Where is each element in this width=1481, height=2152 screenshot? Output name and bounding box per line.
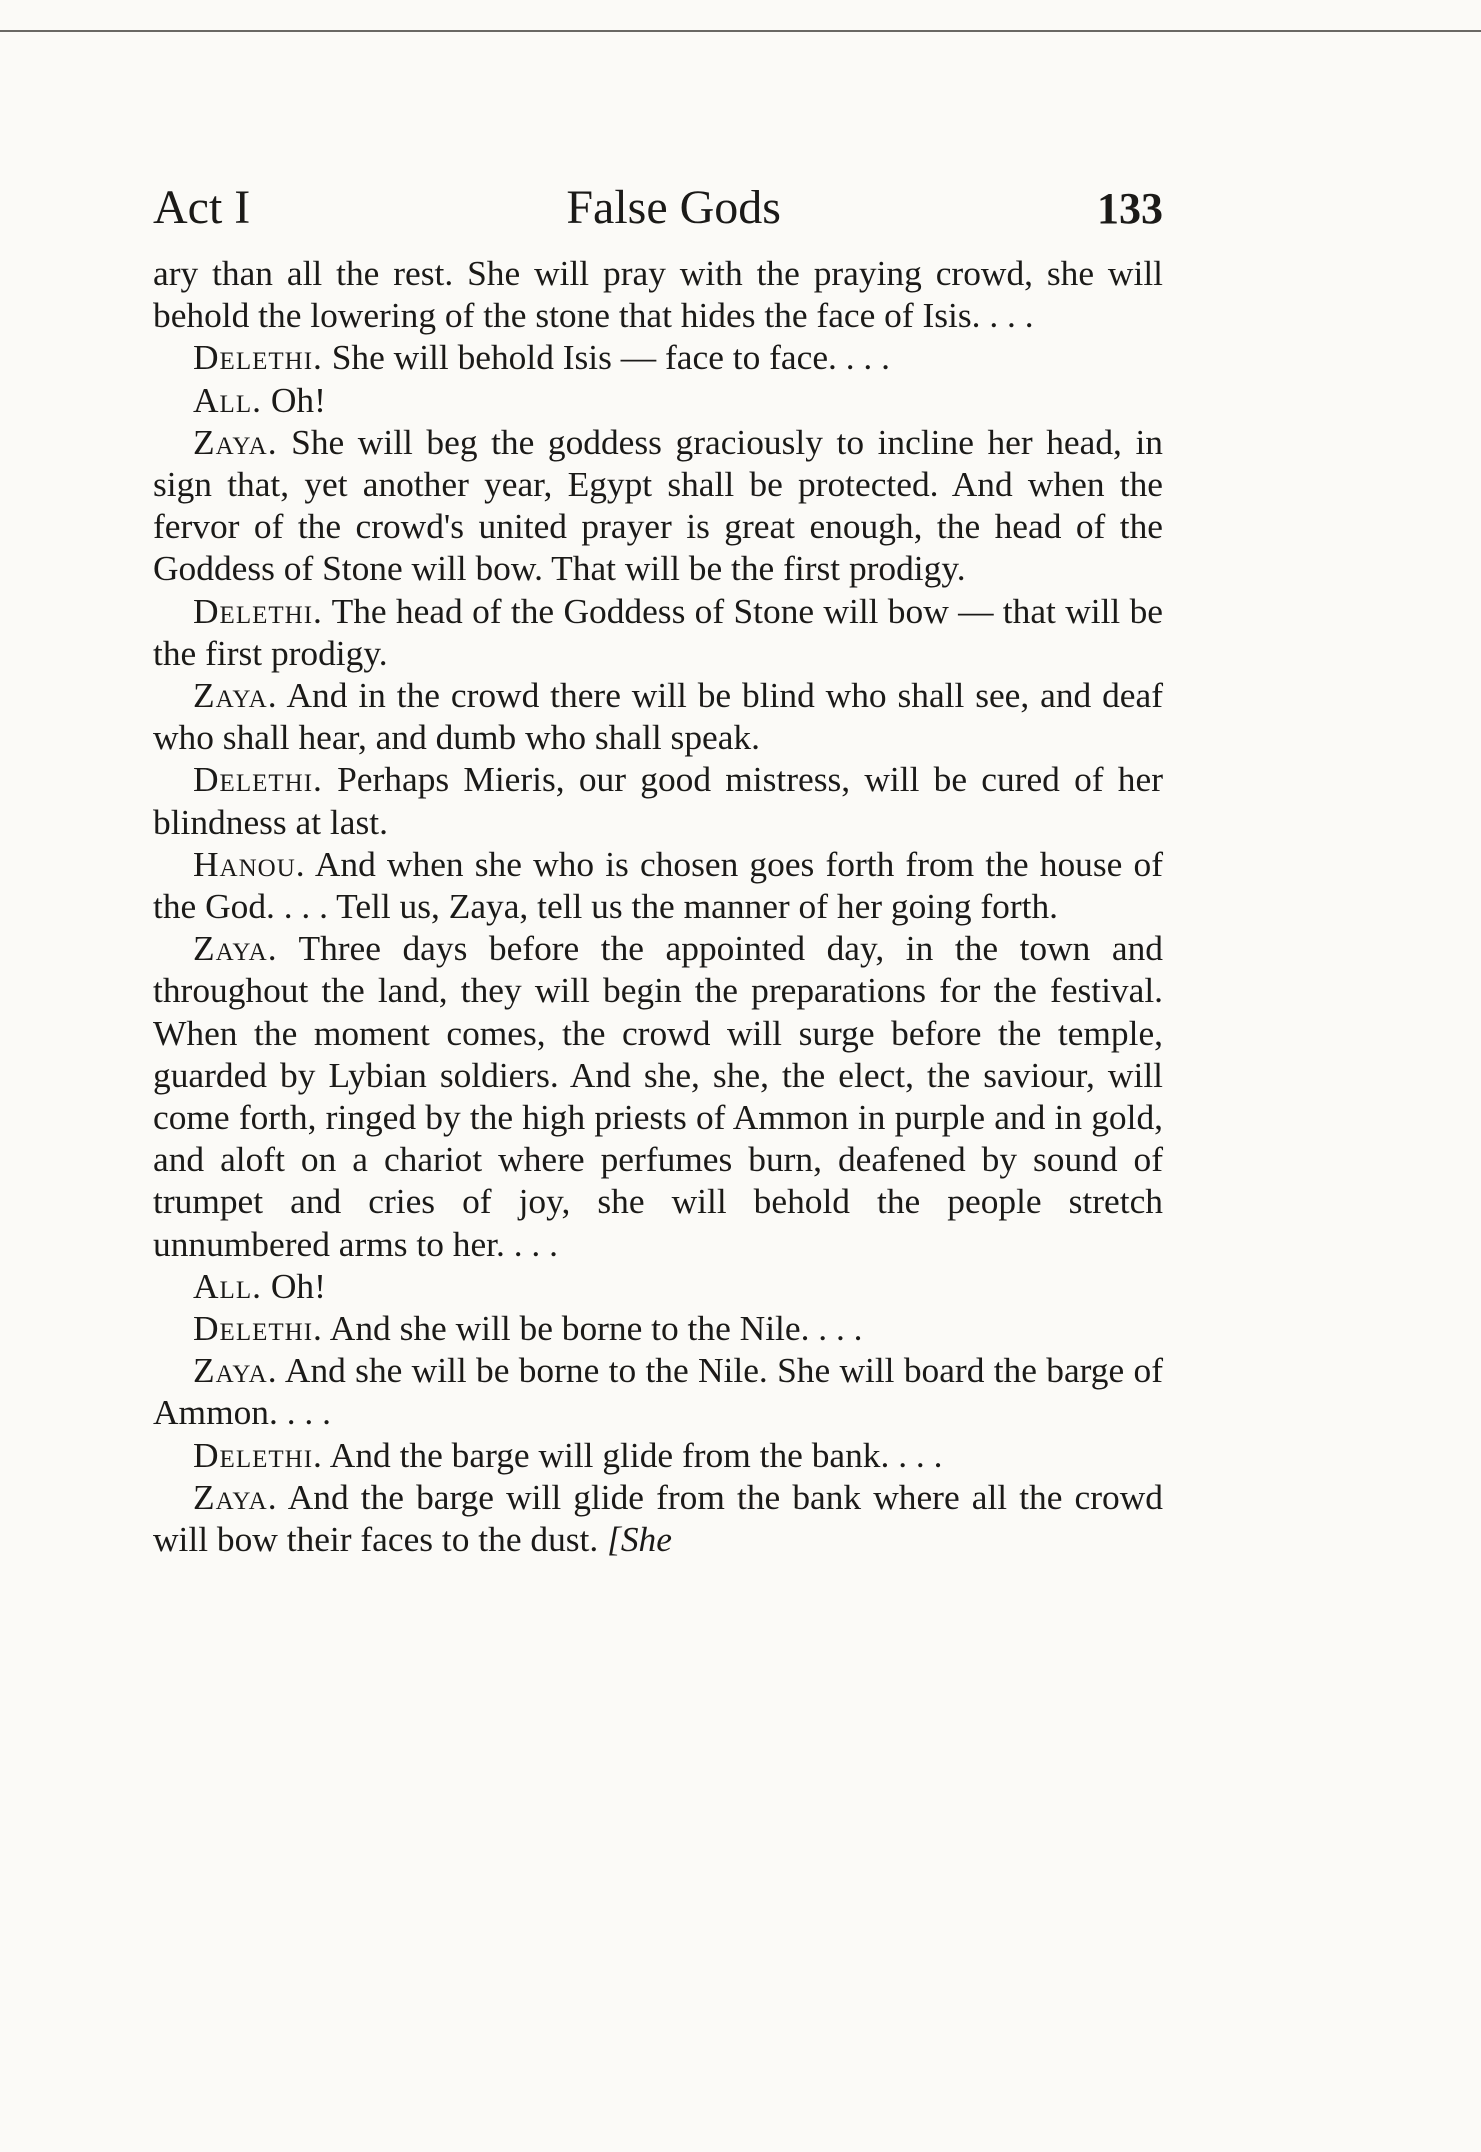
dialogue-text: Oh! <box>270 1265 326 1306</box>
dialogue-text: Three days before the appointed day, in the town and throughout the land, they will begin the preparations for the festival. When the moment comes, the crowd will surge before the temple, guarded by Lybian soldiers. And she, she, the elect, the saviour, will come forth, ringed by the high priests of Ammon in purple and in gold, and aloft on a chariot where perfumes burn, deafened by sound of trumpet and cries of joy, she will behold the people stretch unnumbered arms to her. . . . <box>153 928 1163 1264</box>
dialogue-line <box>153 843 1163 927</box>
dialogue-text: And the barge will glide from the bank where all the crowd will bow their faces to the dust. <box>153 1476 1163 1560</box>
book-page <box>153 180 1163 1560</box>
dialogue-text: ary than all the rest. She will pray with the praying crowd, she will behold the lowering of the stone that hides the face of Isis. . . . <box>153 253 1163 336</box>
paragraph <box>153 252 1163 336</box>
dialogue-line <box>153 758 1163 842</box>
speaker-name: All. <box>193 379 262 420</box>
dialogue-line <box>153 674 1163 758</box>
speaker-name: All. <box>193 1265 262 1306</box>
dialogue-line <box>153 379 1163 421</box>
dialogue-text: Oh! <box>270 379 326 420</box>
speaker-name: Zaya. <box>193 421 278 462</box>
dialogue-text: And in the crowd there will be blind who shall see, and deaf who shall hear, and dumb who shall speak. <box>153 675 1163 758</box>
dialogue-text: And she will be borne to the Nile. She will board the barge of Ammon. . . . <box>153 1350 1163 1433</box>
dialogue-text: She will beg the goddess graciously to incline her head, in sign that, yet another year, Egypt shall be protected. And when the fervor of the crowd's united prayer is great enough, the head of the Goddess of Stone will bow. That will be the first prodigy. <box>153 421 1163 589</box>
dialogue-line <box>153 1434 1163 1476</box>
speaker-name: Zaya. <box>193 1476 278 1517</box>
speaker-name: Delethi. <box>193 759 323 800</box>
dialogue-line <box>153 927 1163 1265</box>
dialogue-text: Perhaps Mieris, our good mistress, will be cured of her blindness at last. <box>153 759 1163 842</box>
speaker-name: Zaya. <box>193 928 278 969</box>
dialogue-text: And she will be borne to the Nile. . . . <box>329 1308 863 1349</box>
stage-direction: [She <box>607 1519 672 1560</box>
dialogue-text: She will behold Isis — face to face. . . . <box>331 337 890 378</box>
speaker-name: Zaya. <box>193 1350 278 1391</box>
dialogue-text: The head of the Goddess of Stone will bow — that will be the first prodigy. <box>153 590 1163 673</box>
dialogue-line <box>153 421 1163 590</box>
speaker-name: Hanou. <box>193 843 306 884</box>
speaker-name: Delethi. <box>193 1434 323 1475</box>
speaker-name: Delethi. <box>193 337 323 378</box>
speaker-name: Delethi. <box>193 1308 323 1349</box>
dialogue-text: And the barge will glide from the bank. . . . <box>329 1434 943 1475</box>
act-label: Act I <box>153 181 251 234</box>
dialogue-line <box>153 336 1163 378</box>
dialogue-line <box>153 1307 1163 1349</box>
dialogue-text: And when she who is chosen goes forth from the house of the God. . . . Tell us, Zaya, tell us the manner of her going forth. <box>153 843 1163 927</box>
dialogue-line <box>153 590 1163 674</box>
dialogue-line <box>153 1349 1163 1433</box>
dialogue-line <box>153 1265 1163 1307</box>
dialogue-line <box>153 1476 1163 1560</box>
page-number: 133 <box>1097 184 1163 233</box>
body-text <box>153 252 1163 1560</box>
book-title: False Gods <box>566 181 781 234</box>
running-head <box>153 180 1163 240</box>
speaker-name: Zaya. <box>193 675 278 716</box>
speaker-name: Delethi. <box>193 590 323 631</box>
top-rule <box>0 30 1481 32</box>
